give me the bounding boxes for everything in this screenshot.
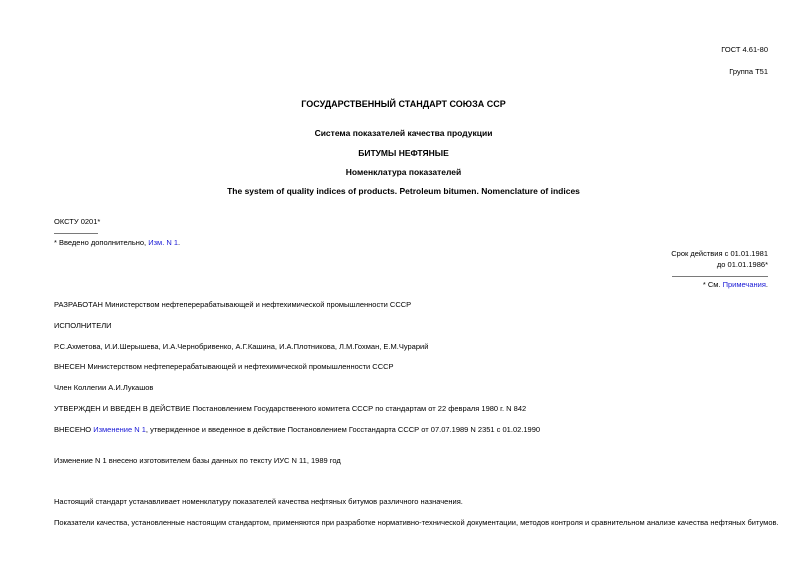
standard-code: ГОСТ 4.61-80 xyxy=(721,45,768,54)
performers-list: Р.С.Ахметова, И.И.Шерышева, И.А.Чернобривенко, А.Г.Кашина, И.А.Плотникова, Л.М.Гохман, Е.М.Чурарий xyxy=(54,342,429,351)
introduced-by: ВНЕСЕН Министерством нефтеперерабатывающей и нефтехимической промышленности СССР xyxy=(54,362,394,371)
footnote-left-text: * Введено дополнительно, xyxy=(54,238,149,247)
amendment-link-footnote[interactable]: Изм. N 1 xyxy=(148,238,179,247)
document-product-title: БИТУМЫ НЕФТЯНЫЕ xyxy=(358,148,449,158)
footnote-right-text: * См. xyxy=(702,280,723,289)
amendment-statement xyxy=(54,425,540,435)
standard-group: Группа Т51 xyxy=(729,67,768,76)
amendment-link[interactable]: Изменение N 1 xyxy=(93,425,146,434)
validity-to: до 01.01.1986* xyxy=(716,260,768,269)
document-nomenclature-title: Номенклатура показателей xyxy=(345,167,462,177)
footnote-left-end: . xyxy=(178,238,181,247)
amendment-prefix: ВНЕСЕНО xyxy=(54,425,94,434)
footnote-divider-right xyxy=(672,276,768,277)
body-paragraph-2: Показатели качества, установленные настоящим стандартом, применяются при разработке нормативно-технической документации, методов контроля и сравнительном анализе качества нефтяных битумов. xyxy=(54,518,779,527)
body-paragraph-1: Настоящий стандарт устанавливает номенклатуру показателей качества нефтяных битумов различного назначения. xyxy=(54,497,463,506)
collegium-member: Член Коллегии А.И.Лукашов xyxy=(54,383,154,392)
document-system-title: Система показателей качества продукции xyxy=(314,128,493,138)
approved-statement: УТВЕРЖДЕН И ВВЕДЕН В ДЕЙСТВИЕ Постановлением Государственного комитета СССР по стандартам от 22 февраля 1980 г. N 842 xyxy=(54,404,527,413)
okstu-code: ОКСТУ 0201* xyxy=(54,217,101,226)
developed-by: РАЗРАБОТАН Министерством нефтеперерабатывающей и нефтехимической промышленности СССР xyxy=(54,300,412,309)
amendment-suffix: , утвержденное и введенное в действие Постановлением Госстандарта СССР от 07.07.1989 N 2351 с 01.02.1990 xyxy=(145,425,541,434)
document-main-title: ГОСУДАРСТВЕННЫЙ СТАНДАРТ СОЮЗА ССР xyxy=(301,99,506,109)
document-english-title: The system of quality indices of products. Petroleum bitumen. Nomenclature of indices xyxy=(227,186,580,196)
footnote-left xyxy=(54,238,180,248)
amendment-note: Изменение N 1 внесено изготовителем базы данных по тексту ИУС N 11, 1989 год xyxy=(54,456,341,465)
footnote-right-end: . xyxy=(765,280,768,289)
notes-link[interactable]: Примечания xyxy=(722,280,766,289)
footnote-divider-left xyxy=(54,233,98,234)
validity-from: Срок действия с 01.01.1981 xyxy=(671,249,768,258)
footnote-right xyxy=(703,280,768,290)
performers-label: ИСПОЛНИТЕЛИ xyxy=(54,321,112,330)
